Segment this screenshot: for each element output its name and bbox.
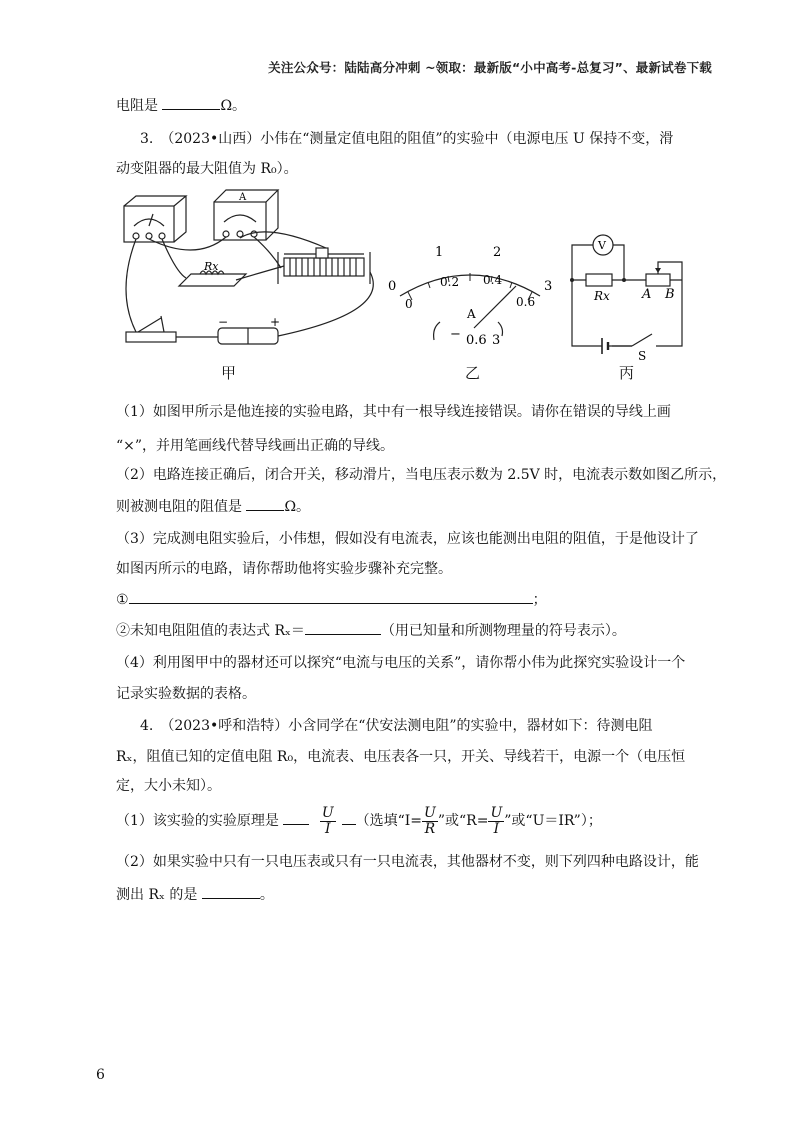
answer-blank[interactable] (162, 95, 220, 110)
scale-top-0: 0 (388, 279, 397, 294)
terminal-3: 3 (492, 333, 501, 348)
answer-blank[interactable] (342, 810, 356, 825)
caption-bing: 丙 (619, 364, 635, 382)
problem-4-line-2: Rₓ，阻值已知的定值电阻 R₀，电流表、电压表各一只，开关、导线若干，电源一个（电压恒 (116, 749, 686, 765)
text: 。 (259, 887, 274, 903)
fraction-denominator: I (324, 820, 331, 837)
text: ① (116, 592, 129, 608)
text: （选填“I= (355, 813, 423, 829)
fraction-denominator: R (424, 820, 436, 837)
ammeter-dial-yi (378, 236, 568, 356)
page-number: 6 (96, 1067, 105, 1083)
point-a-label: A (642, 287, 652, 302)
point-b-label: B (665, 287, 675, 302)
rx-label: Rx (204, 260, 219, 273)
answer-blank[interactable] (129, 589, 533, 604)
option-fraction-1 (422, 806, 438, 837)
text: 则被测电阻的阻值是 (116, 499, 247, 515)
page-header: 关注公众号：陆陆高分冲刺 ~领取：最新版“小中高考-总复习”、最新试卷下载 (268, 60, 712, 75)
circuit-diagram-bing (562, 234, 702, 362)
question-4-line-1: （4）利用图甲中的器材还可以探究“电流与电压的关系”，请你帮小伟为此探究实验设计一个 (116, 655, 686, 671)
answer-fraction (320, 806, 336, 837)
question-3-line-2: 如图丙所示的电路，请你帮助他将实验步骤补充完整。 (116, 561, 452, 577)
battery-plus: + (270, 315, 281, 329)
problem-4-line-3: 定，大小未知）。 (116, 778, 221, 794)
fraction-numerator: U (490, 804, 503, 821)
terminal-06: 0.6 (466, 333, 487, 348)
scale-bottom-3: 0.6 (516, 295, 536, 309)
question-4-line-2: 记录实验数据的表格。 (116, 686, 256, 702)
caption-jia: 甲 (221, 364, 237, 382)
question-3-step-2 (116, 620, 626, 641)
text: ； (532, 592, 547, 608)
fraction-denominator: I (493, 820, 500, 837)
problem-3-title: 3. （2023•山西）小伟在“测量定值电阻的阻值”的实验中（电源电压 U 保持不变，滑 (140, 131, 674, 147)
question-3-step-1 (116, 589, 547, 610)
text: ”或“R= (437, 813, 489, 829)
text: Ω。 (220, 98, 247, 114)
text: （1）该实验的实验原理是 (116, 813, 284, 829)
question-3-line-1: （3）完成测电阻实验后，小伟想，假如没有电流表，应该也能测出电阻的阻值，于是他设计了 (116, 531, 699, 547)
answer-blank[interactable] (246, 496, 284, 511)
fraction-numerator: U (424, 804, 436, 821)
voltmeter-label: V (598, 239, 606, 252)
scale-top-3: 3 (544, 279, 553, 294)
fraction-numerator: U (321, 804, 334, 821)
text: ②未知电阻阻值的表达式 Rₓ＝ (116, 623, 305, 639)
option-fraction-2 (488, 806, 504, 837)
problem-4-question-2-line-1: （2）如果实验中只有一只电压表或只有一只电流表，其他器材不变，则下列四种电路设计，能 (116, 854, 699, 870)
problem-4-question-2-line-2 (116, 884, 274, 905)
scale-top-1: 1 (435, 245, 444, 260)
caption-yi: 乙 (465, 364, 481, 382)
problem-4-question-1 (116, 804, 602, 838)
ammeter-label: A (239, 192, 247, 203)
question-1-line-1: （1）如图甲所示是他连接的实验电路，其中有一根导线连接错误。请你在错误的导线上画 (116, 404, 671, 420)
scale-top-2: 2 (493, 245, 502, 260)
terminal-label: A (467, 307, 476, 321)
problem-4-title: 4. （2023•呼和浩特）小含同学在“伏安法测电阻”的实验中，器材如下：待测电阻 (140, 718, 653, 734)
scale-bottom-1: 0.2 (440, 275, 460, 289)
text: 测出 Rₓ 的是 (116, 887, 202, 903)
answer-blank[interactable] (305, 620, 381, 635)
text-line: 动变阻器的最大阻值为 R₀）。 (116, 161, 298, 177)
text: ”或“U＝IR”）； (504, 813, 602, 829)
question-2-line-1: （2）电路连接正确后，闭合开关，移动滑片，当电压表示数为 2.5V 时，电流表示数如图乙所示， (116, 467, 727, 483)
text: Ω。 (284, 499, 311, 515)
switch-label: S (638, 349, 647, 362)
battery-minus: − (218, 315, 229, 329)
text: （用已知量和所测物理量的符号表示）。 (380, 623, 626, 639)
question-1-line-2: “×”，并用笔画线代替导线画出正确的导线。 (116, 438, 395, 454)
text-line (116, 95, 246, 116)
scale-bottom-2: 0.4 (483, 273, 503, 287)
rx-label: Rx (594, 289, 610, 303)
question-2-line-2 (116, 496, 310, 517)
terminal-minus: − (450, 327, 461, 342)
circuit-figure-jia (106, 182, 396, 357)
text: 电阻是 (116, 98, 163, 114)
scale-bottom-0: 0 (405, 297, 413, 311)
answer-blank[interactable] (283, 810, 309, 825)
answer-blank[interactable] (202, 884, 260, 899)
